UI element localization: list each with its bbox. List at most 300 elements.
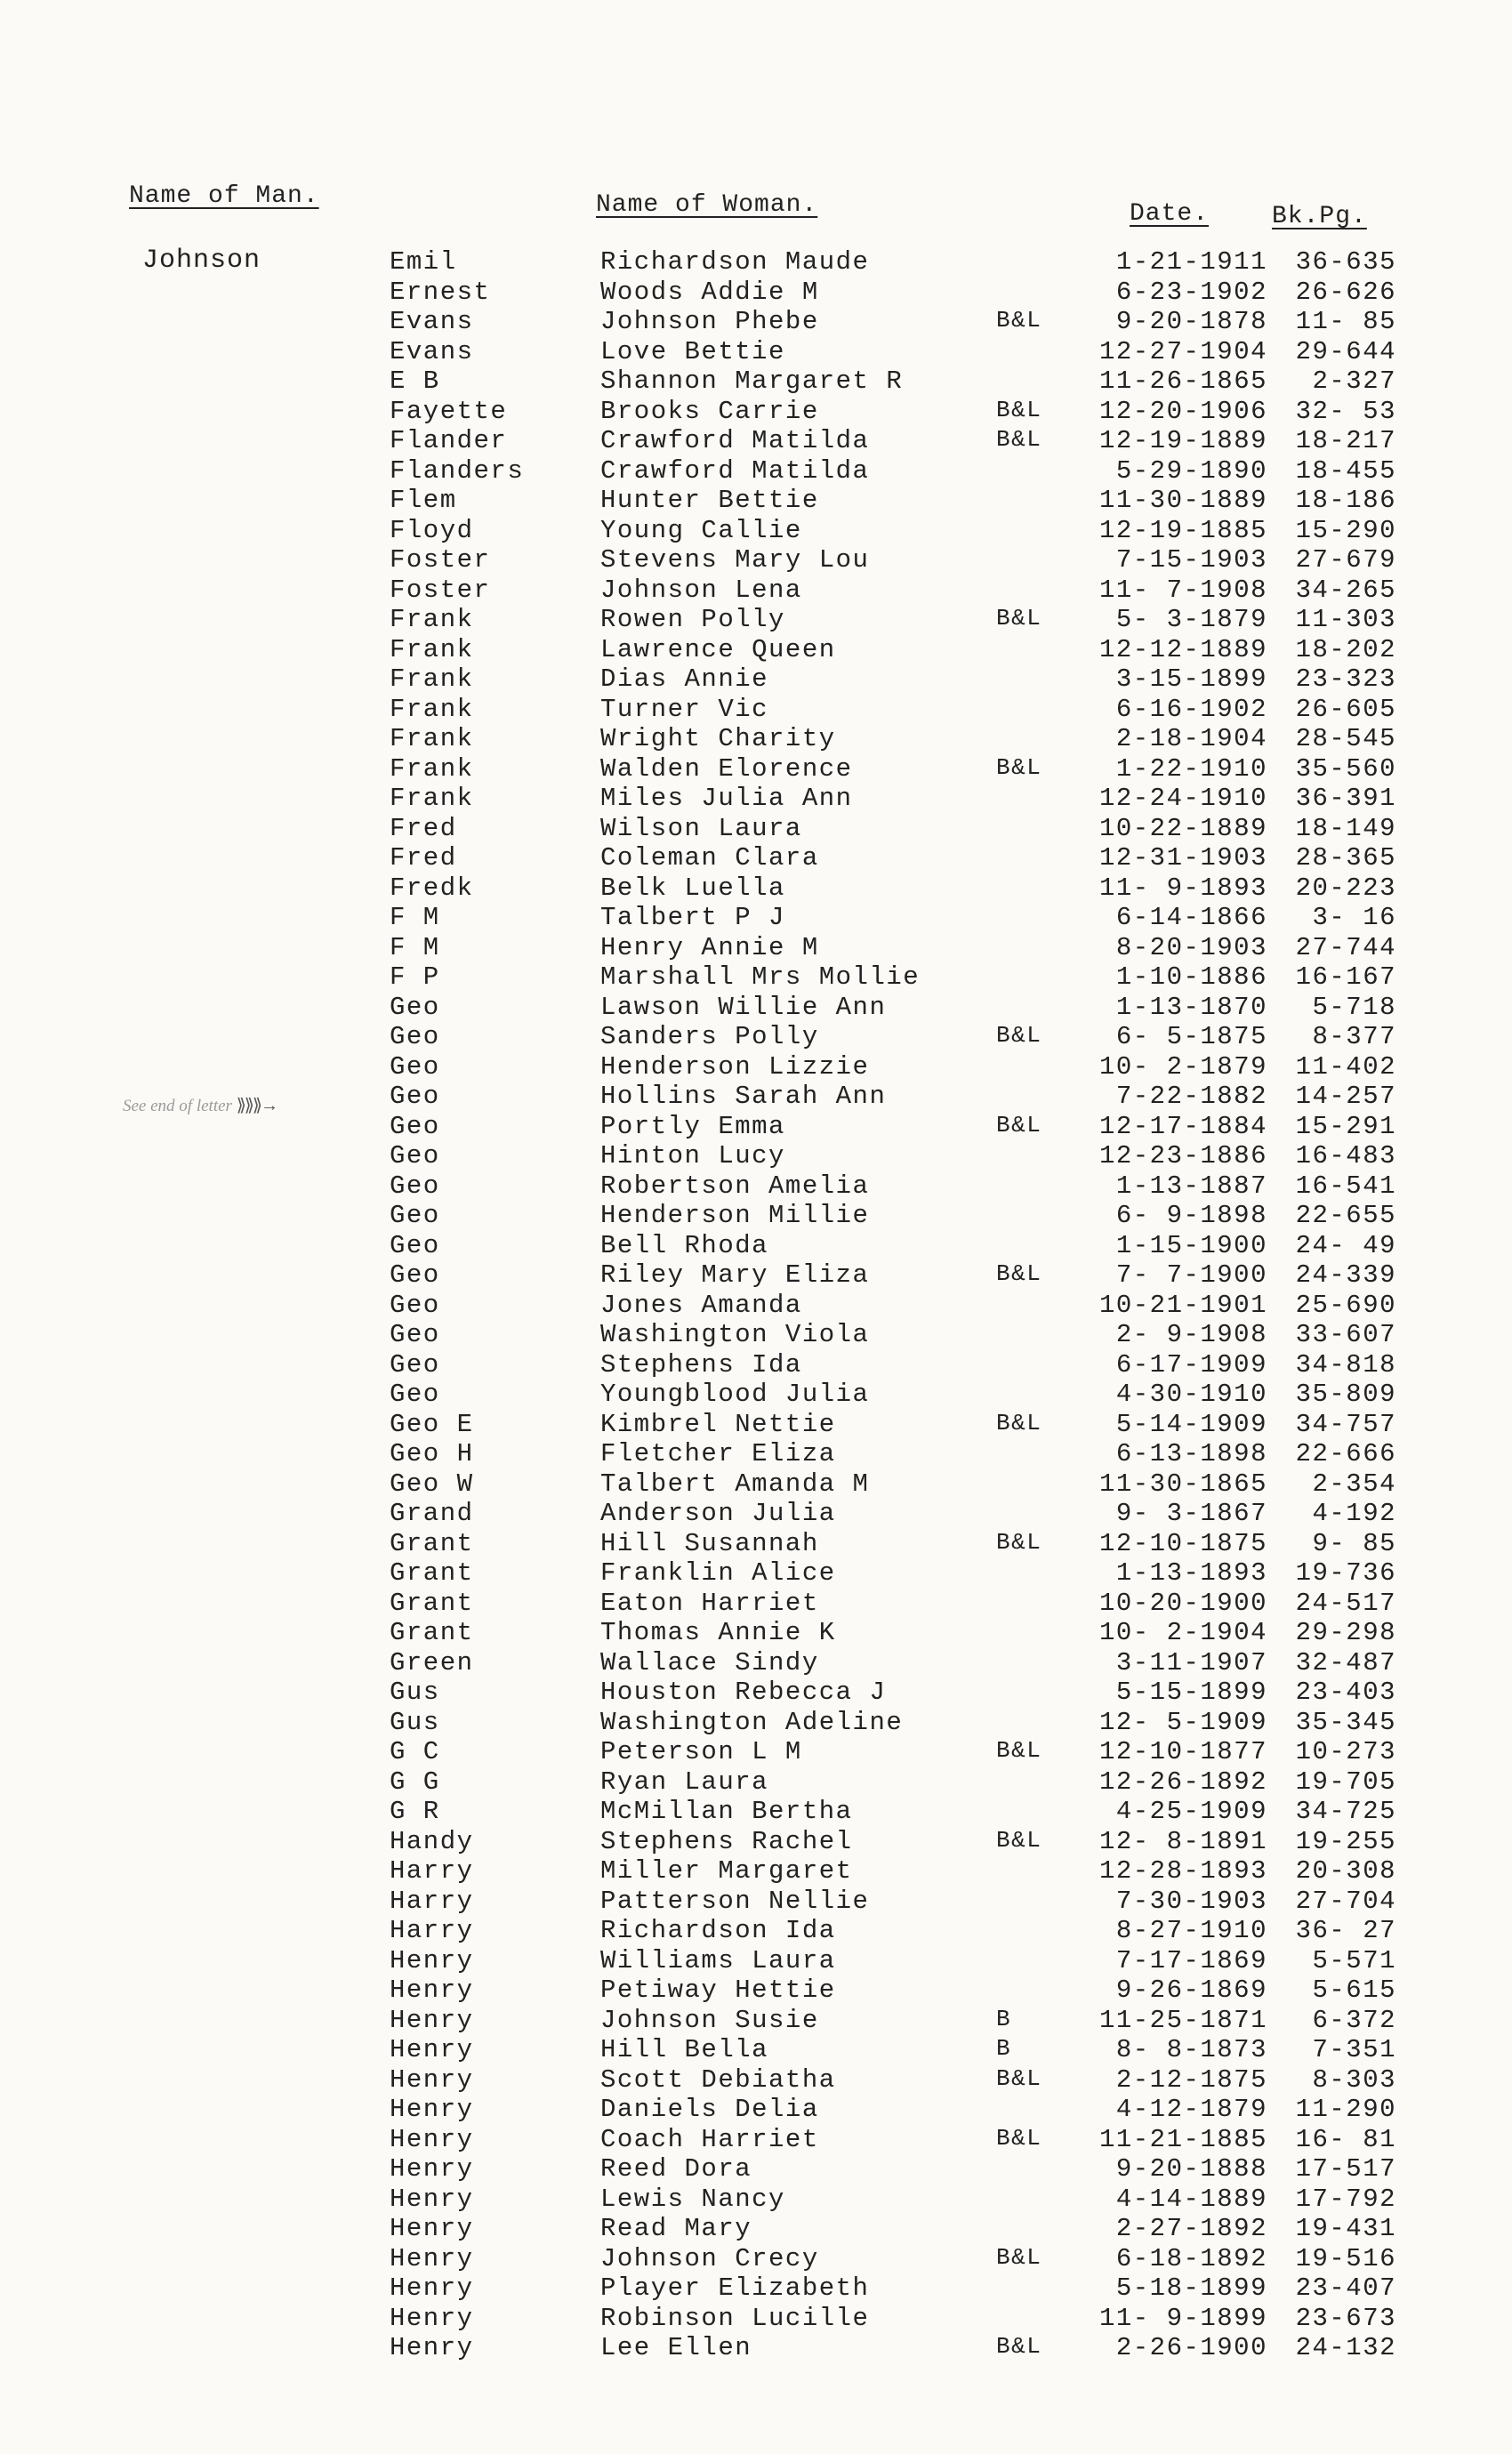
marriage-date: 10-21-1901 — [1098, 1290, 1267, 1320]
book-page: 19-705 — [1295, 1766, 1396, 1797]
book-page: 26-626 — [1295, 277, 1396, 307]
bride-name: Stephens Rachel — [600, 1826, 853, 1856]
book-page: 26-605 — [1295, 694, 1396, 724]
groom-first-name: Henry — [390, 2184, 474, 2214]
groom-first-name: Flander — [390, 426, 508, 455]
groom-first-name: Grand — [390, 1499, 474, 1528]
bride-name: Brooks Carrie — [600, 396, 819, 426]
groom-first-name: Gus — [390, 1678, 440, 1707]
groom-first-name: Grant — [390, 1588, 474, 1618]
book-page: 22-666 — [1295, 1439, 1396, 1468]
book-page: 23-403 — [1295, 1678, 1396, 1707]
entry-row — [0, 814, 1512, 844]
book-page: 22-655 — [1295, 1201, 1396, 1230]
entry-row — [0, 456, 1512, 487]
book-page: 35-809 — [1295, 1380, 1396, 1409]
entry-row — [0, 1410, 1512, 1440]
book-page: 19-431 — [1295, 2214, 1396, 2243]
bride-name: Thomas Annie K — [600, 1618, 836, 1647]
bride-name: Marshall Mrs Mollie — [600, 962, 921, 992]
book-page: 11- 85 — [1295, 307, 1396, 336]
entry-row — [0, 635, 1512, 665]
marriage-date: 12- 5-1909 — [1098, 1707, 1267, 1737]
entry-row — [0, 1589, 1512, 1619]
marriage-date: 5-15-1899 — [1115, 1678, 1267, 1707]
header-date: Date. — [1130, 200, 1210, 228]
entry-row — [0, 1469, 1512, 1500]
groom-first-name: Henry — [390, 2005, 474, 2035]
bond-code: B&L — [996, 1737, 1042, 1764]
entry-row — [0, 2035, 1512, 2065]
groom-first-name: Gus — [390, 1707, 440, 1737]
book-page: 7-351 — [1312, 2035, 1396, 2064]
entry-row — [0, 1767, 1512, 1798]
entry-row — [0, 784, 1512, 814]
entry-row — [0, 1648, 1512, 1678]
bond-code: B&L — [996, 605, 1042, 632]
groom-first-name: Ernest — [390, 277, 491, 307]
entry-row — [0, 366, 1512, 397]
bond-code: B&L — [996, 1826, 1042, 1854]
book-page: 34-725 — [1295, 1797, 1396, 1826]
entry-row — [0, 575, 1512, 606]
groom-first-name: E B — [390, 366, 440, 396]
marriage-date: 7- 7-1900 — [1115, 1260, 1267, 1290]
marriage-date: 8-20-1903 — [1115, 932, 1267, 962]
book-page: 14-257 — [1295, 1082, 1396, 1111]
bride-name: Stephens Ida — [600, 1349, 802, 1380]
bride-name: Sanders Polly — [600, 1022, 819, 1051]
margin-note-text: See end of letter — [123, 1097, 232, 1115]
marriage-date: 10- 2-1904 — [1098, 1618, 1267, 1647]
marriage-date: 2-18-1904 — [1115, 724, 1267, 753]
entry-row — [0, 664, 1512, 695]
bride-name: Belk Luella — [600, 873, 785, 903]
bride-name: Love Bettie — [600, 336, 785, 366]
marriage-date: 4-12-1879 — [1115, 2095, 1267, 2124]
marriage-date: 5-29-1890 — [1115, 455, 1267, 486]
bride-name: Stevens Mary Lou — [600, 545, 870, 575]
groom-first-name: Frank — [390, 753, 474, 784]
marriage-date: 12-12-1889 — [1098, 634, 1267, 664]
entry-row — [0, 724, 1512, 754]
bride-name: Kimbrel Nettie — [600, 1409, 836, 1439]
book-page: 2-354 — [1312, 1468, 1396, 1499]
entry-row — [0, 962, 1512, 993]
groom-first-name: Flem — [390, 486, 457, 515]
bride-name: Lewis Nancy — [600, 2184, 785, 2214]
bond-code: B&L — [996, 396, 1042, 423]
bride-name: Coach Harriet — [600, 2124, 819, 2154]
book-page: 27-704 — [1295, 1886, 1396, 1916]
bride-name: Houston Rebecca J — [600, 1678, 887, 1707]
bond-code: B&L — [996, 1260, 1042, 1287]
bride-name: Bell Rhoda — [600, 1230, 769, 1260]
book-page: 10-273 — [1295, 1737, 1396, 1766]
groom-first-name: Geo — [390, 1201, 440, 1230]
book-page: 28-365 — [1295, 843, 1396, 873]
marriage-date: 6-16-1902 — [1115, 694, 1267, 724]
marriage-date: 12-19-1889 — [1098, 426, 1267, 455]
bride-name: Dias Annie — [600, 664, 769, 694]
bride-name: Hunter Bettie — [600, 486, 819, 515]
groom-first-name: Henry — [390, 1945, 474, 1975]
entry-row — [0, 1529, 1512, 1559]
marriage-date: 6- 9-1898 — [1115, 1201, 1267, 1230]
book-page: 33-607 — [1295, 1320, 1396, 1349]
groom-first-name: Evans — [390, 336, 474, 366]
book-page: 6-372 — [1312, 2005, 1396, 2035]
groom-first-name: Geo W — [390, 1468, 474, 1499]
marriage-date: 9-26-1869 — [1115, 1975, 1267, 2005]
marriage-date: 11-26-1865 — [1098, 366, 1267, 396]
entry-row — [0, 1320, 1512, 1350]
groom-first-name: Foster — [390, 545, 491, 575]
marriage-date: 11-30-1889 — [1098, 486, 1267, 515]
entries-list — [0, 247, 1512, 2363]
book-page: 24-339 — [1295, 1260, 1396, 1290]
entry-row — [0, 278, 1512, 308]
entry-row — [0, 1916, 1512, 1946]
marriage-date: 9-20-1878 — [1115, 307, 1267, 336]
marriage-date: 4-30-1910 — [1115, 1380, 1267, 1409]
groom-first-name: Frank — [390, 634, 474, 664]
book-page: 23-673 — [1295, 2303, 1396, 2333]
marriage-date: 11-30-1865 — [1098, 1468, 1267, 1499]
marriage-date: 2-27-1892 — [1115, 2214, 1267, 2243]
groom-first-name: Geo — [390, 1171, 440, 1201]
entry-row — [0, 1499, 1512, 1529]
bond-code: B&L — [996, 1409, 1042, 1436]
bride-name: Reed Dora — [600, 2154, 752, 2184]
bride-name: Fletcher Eliza — [600, 1439, 836, 1468]
bride-name: Washington Adeline — [600, 1707, 904, 1737]
marriage-date: 12-28-1893 — [1098, 1856, 1267, 1886]
bride-name: Wallace Sindy — [600, 1647, 819, 1678]
groom-first-name: Henry — [390, 1975, 474, 2005]
entry-row — [0, 2095, 1512, 2125]
book-page: 15-291 — [1295, 1111, 1396, 1141]
groom-first-name: Geo E — [390, 1409, 474, 1439]
entry-row — [0, 1171, 1512, 1202]
marriage-date: 7-22-1882 — [1115, 1082, 1267, 1111]
book-page: 5-615 — [1312, 1975, 1396, 2005]
marriage-date: 1-10-1886 — [1115, 962, 1267, 992]
groom-first-name: Geo — [390, 1141, 440, 1171]
bride-name: Lawrence Queen — [600, 634, 836, 664]
groom-first-name: Geo — [390, 1260, 440, 1290]
groom-first-name: Floyd — [390, 515, 474, 545]
bride-name: Peterson L M — [600, 1737, 802, 1766]
entry-row — [0, 247, 1512, 278]
groom-first-name: Emil — [390, 247, 457, 277]
entry-row — [0, 1708, 1512, 1738]
marriage-date: 6- 5-1875 — [1115, 1022, 1267, 1051]
bride-name: Portly Emma — [600, 1111, 785, 1141]
entry-row — [0, 695, 1512, 725]
entry-row — [0, 307, 1512, 337]
entry-row — [0, 2184, 1512, 2215]
groom-first-name: Geo — [390, 1290, 440, 1320]
bond-code: B&L — [996, 1022, 1042, 1049]
bride-name: Johnson Susie — [600, 2005, 819, 2035]
marriage-date: 11- 9-1893 — [1098, 873, 1267, 903]
book-page: 11-303 — [1295, 605, 1396, 634]
marriage-date: 7-17-1869 — [1115, 1945, 1267, 1975]
header-name-of-woman: Name of Woman. — [596, 191, 818, 219]
groom-first-name: Frank — [390, 664, 474, 694]
entry-row — [0, 516, 1512, 546]
bride-name: Walden Elorence — [600, 753, 853, 784]
marriage-date: 4-25-1909 — [1115, 1797, 1267, 1826]
groom-first-name: G R — [390, 1797, 440, 1826]
groom-first-name: Grant — [390, 1558, 474, 1588]
entry-row — [0, 1946, 1512, 1976]
groom-first-name: G G — [390, 1766, 440, 1797]
entry-row — [0, 605, 1512, 635]
book-page: 16- 81 — [1295, 2124, 1396, 2154]
marriage-date: 6-18-1892 — [1115, 2243, 1267, 2273]
marriage-date: 9-20-1888 — [1115, 2154, 1267, 2184]
entry-row — [0, 1112, 1512, 1142]
bond-code: B&L — [996, 2064, 1042, 2092]
marriage-date: 1-13-1870 — [1115, 992, 1267, 1022]
bride-name: Player Elizabeth — [600, 2273, 870, 2303]
bride-name: Wright Charity — [600, 724, 836, 753]
bride-name: Young Callie — [600, 515, 802, 545]
groom-first-name: Geo — [390, 1051, 440, 1082]
bride-name: Crawford Matilda — [600, 455, 870, 486]
bride-name: Washington Viola — [600, 1320, 870, 1349]
bride-name: Scott Debiatha — [600, 2064, 836, 2095]
groom-first-name: Henry — [390, 2095, 474, 2124]
marriage-date: 2-12-1875 — [1115, 2064, 1267, 2095]
bride-name: Henderson Millie — [600, 1201, 870, 1230]
marriage-date: 10-20-1900 — [1098, 1588, 1267, 1618]
marriage-date: 12-26-1892 — [1098, 1766, 1267, 1797]
groom-first-name: Henry — [390, 2273, 474, 2303]
book-page: 23-323 — [1295, 664, 1396, 694]
marriage-date: 1-15-1900 — [1115, 1230, 1267, 1260]
groom-first-name: Evans — [390, 307, 474, 336]
marriage-date: 12-27-1904 — [1098, 336, 1267, 366]
marriage-date: 11-21-1885 — [1098, 2124, 1267, 2154]
bride-name: Robertson Amelia — [600, 1171, 870, 1201]
marriage-date: 12-17-1884 — [1098, 1111, 1267, 1141]
groom-first-name: Geo — [390, 1111, 440, 1141]
bride-name: Richardson Maude — [600, 247, 870, 277]
header-name-of-man: Name of Man. — [129, 182, 319, 210]
bride-name: McMillan Bertha — [600, 1797, 853, 1826]
groom-first-name: Frank — [390, 724, 474, 753]
entry-row — [0, 397, 1512, 427]
entry-row — [0, 2125, 1512, 2155]
book-page: 19-736 — [1295, 1558, 1396, 1588]
bond-code: B&L — [996, 753, 1042, 781]
groom-first-name: Fred — [390, 813, 457, 843]
book-page: 20-308 — [1295, 1856, 1396, 1886]
groom-first-name: Geo — [390, 1349, 440, 1380]
marriage-date: 6-23-1902 — [1115, 277, 1267, 307]
bride-name: Johnson Lena — [600, 575, 802, 605]
book-page: 5-571 — [1312, 1945, 1396, 1975]
bride-name: Miles Julia Ann — [600, 784, 853, 813]
bride-name: Lee Ellen — [600, 2333, 752, 2362]
groom-first-name: Harry — [390, 1916, 474, 1945]
bride-name: Lawson Willie Ann — [600, 992, 887, 1022]
book-page: 11-402 — [1295, 1051, 1396, 1082]
bride-name: Talbert P J — [600, 903, 785, 932]
groom-first-name: Flanders — [390, 455, 525, 486]
entry-row — [0, 1856, 1512, 1887]
bride-name: Miller Margaret — [600, 1856, 853, 1886]
marriage-date: 11- 7-1908 — [1098, 575, 1267, 605]
entry-row — [0, 1082, 1512, 1112]
marriage-date: 10- 2-1879 — [1098, 1051, 1267, 1082]
groom-first-name: Harry — [390, 1886, 474, 1916]
marriage-date: 2-26-1900 — [1115, 2333, 1267, 2362]
surname: Johnson — [142, 245, 261, 276]
book-page: 24-132 — [1295, 2333, 1396, 2362]
marriage-date: 12-31-1903 — [1098, 843, 1267, 873]
bride-name: Franklin Alice — [600, 1558, 836, 1588]
bride-name: Hill Bella — [600, 2035, 769, 2064]
groom-first-name: Henry — [390, 2064, 474, 2095]
entry-row — [0, 1291, 1512, 1321]
header-book-page: Bk.Pg. — [1272, 203, 1367, 230]
bride-name: Wilson Laura — [600, 813, 802, 843]
groom-first-name: Henry — [390, 2035, 474, 2064]
book-page: 16-541 — [1295, 1171, 1396, 1201]
book-page: 24- 49 — [1295, 1230, 1396, 1260]
bride-name: Patterson Nellie — [600, 1886, 870, 1916]
book-page: 35-560 — [1295, 753, 1396, 784]
groom-first-name: Grant — [390, 1528, 474, 1558]
entry-row — [0, 754, 1512, 784]
entry-row — [0, 2006, 1512, 2036]
marriage-date: 7-15-1903 — [1115, 545, 1267, 575]
book-page: 18-202 — [1295, 634, 1396, 664]
marriage-date: 11- 9-1899 — [1098, 2303, 1267, 2333]
book-page: 9- 85 — [1312, 1528, 1396, 1558]
entry-row — [0, 545, 1512, 575]
book-page: 29-298 — [1295, 1618, 1396, 1647]
book-page: 8-377 — [1312, 1022, 1396, 1051]
bride-name: Robinson Lucille — [600, 2303, 870, 2333]
groom-first-name: Geo — [390, 1022, 440, 1051]
entry-row — [0, 2273, 1512, 2304]
entry-row — [0, 1350, 1512, 1380]
book-page: 29-644 — [1295, 336, 1396, 366]
groom-first-name: Henry — [390, 2124, 474, 2154]
book-page: 15-290 — [1295, 515, 1396, 545]
book-page: 4-192 — [1312, 1499, 1396, 1528]
entry-row — [0, 2333, 1512, 2363]
bride-name: Talbert Amanda M — [600, 1468, 870, 1499]
marriage-date: 8-27-1910 — [1115, 1916, 1267, 1945]
marriage-date: 12-19-1885 — [1098, 515, 1267, 545]
marriage-date: 5- 3-1879 — [1115, 605, 1267, 634]
bride-name: Daniels Delia — [600, 2095, 819, 2124]
bride-name: Ryan Laura — [600, 1766, 769, 1797]
marriage-date: 7-30-1903 — [1115, 1886, 1267, 1916]
entry-row — [0, 993, 1512, 1023]
entry-row — [0, 2244, 1512, 2274]
bond-code: B&L — [996, 2243, 1042, 2271]
entry-row — [0, 2154, 1512, 2184]
bride-name: Eaton Harriet — [600, 1588, 819, 1618]
bride-name: Turner Vic — [600, 694, 769, 724]
bond-code: B — [996, 2005, 1012, 2032]
groom-first-name: Frank — [390, 605, 474, 634]
book-page: 34-265 — [1295, 575, 1396, 605]
groom-first-name: Geo — [390, 1230, 440, 1260]
groom-first-name: Henry — [390, 2333, 474, 2362]
bride-name: Petiway Hettie — [600, 1975, 836, 2005]
entry-row — [0, 1231, 1512, 1261]
bride-name: Coleman Clara — [600, 843, 819, 873]
bond-code: B&L — [996, 426, 1042, 453]
entry-row — [0, 1797, 1512, 1827]
marriage-date: 12- 8-1891 — [1098, 1826, 1267, 1856]
book-page: 11-290 — [1295, 2095, 1396, 2124]
groom-first-name: Henry — [390, 2154, 474, 2184]
book-page: 3- 16 — [1312, 903, 1396, 932]
book-page: 16-483 — [1295, 1141, 1396, 1171]
groom-first-name: Geo — [390, 1320, 440, 1349]
marriage-date: 1-13-1887 — [1115, 1171, 1267, 1201]
entry-row — [0, 1022, 1512, 1052]
marriage-date: 1-21-1911 — [1115, 247, 1267, 277]
marriage-date: 5-14-1909 — [1115, 1409, 1267, 1439]
book-page: 27-679 — [1295, 545, 1396, 575]
bond-code: B&L — [996, 1111, 1042, 1138]
groom-first-name: F M — [390, 932, 440, 962]
book-page: 17-792 — [1295, 2184, 1396, 2214]
bride-name: Shannon Margaret R — [600, 366, 904, 396]
marriage-date: 1-22-1910 — [1115, 753, 1267, 784]
bride-name: Woods Addie M — [600, 277, 819, 307]
bride-name: Johnson Phebe — [600, 307, 819, 336]
entry-row — [0, 2065, 1512, 2096]
marriage-date: 6-17-1909 — [1115, 1349, 1267, 1380]
entry-row — [0, 2304, 1512, 2334]
bond-code: B&L — [996, 307, 1042, 334]
marriage-date: 1-13-1893 — [1115, 1558, 1267, 1588]
groom-first-name: Frank — [390, 694, 474, 724]
entry-row — [0, 1678, 1512, 1708]
bond-code: B&L — [996, 2333, 1042, 2360]
marriage-date: 12-24-1910 — [1098, 784, 1267, 813]
entry-row — [0, 1052, 1512, 1082]
bond-code: B — [996, 2035, 1012, 2062]
bride-name: Anderson Julia — [600, 1499, 836, 1528]
groom-first-name: G C — [390, 1737, 440, 1766]
groom-first-name: Henry — [390, 2214, 474, 2243]
bride-name: Read Mary — [600, 2214, 752, 2243]
book-page: 32- 53 — [1295, 396, 1396, 426]
book-page: 18-186 — [1295, 486, 1396, 515]
marriage-date: 10-22-1889 — [1098, 813, 1267, 843]
bride-name: Jones Amanda — [600, 1290, 802, 1320]
marriage-date: 12-10-1877 — [1098, 1737, 1267, 1766]
entry-row — [0, 1827, 1512, 1857]
entry-row — [0, 1737, 1512, 1767]
groom-first-name: Fred — [390, 843, 457, 873]
marriage-date: 12-23-1886 — [1098, 1141, 1267, 1171]
marriage-date: 4-14-1889 — [1115, 2184, 1267, 2214]
entry-row — [0, 1975, 1512, 2006]
